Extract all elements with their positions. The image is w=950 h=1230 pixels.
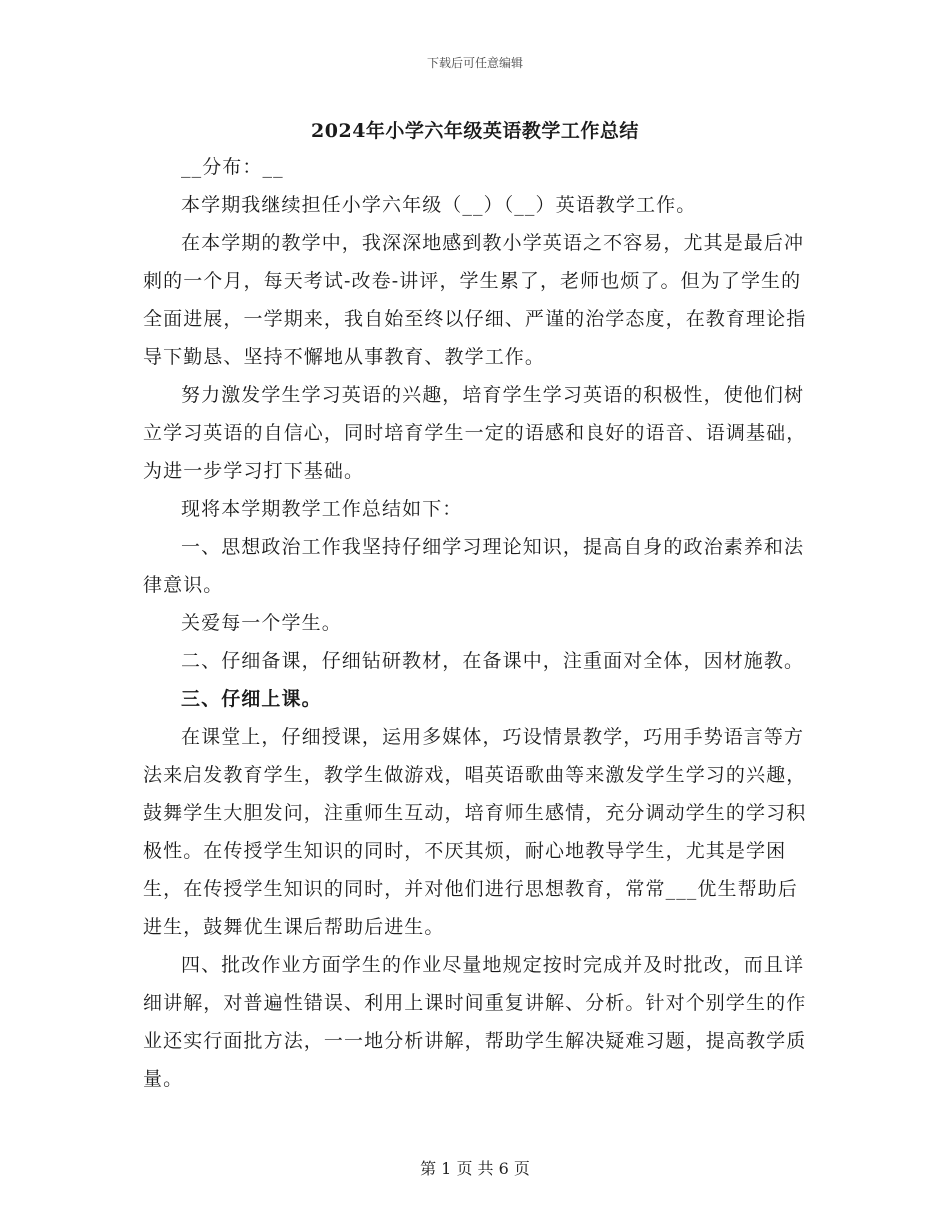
paragraph-section-2: 二、仔细备课，仔细钻研教材，在备课中，注重面对全体，因材施教。 (181, 650, 805, 672)
paragraph-summary-intro: 现将本学期教学工作总结如下： (181, 498, 463, 520)
paragraph-section-4: 四、批改作业方面学生的作业尽量地规定按时完成并及时批改，而且详细讲解，对普遍性错误、利用上课时间重复讲解、分析。针对个别学生的作业还实行面批方法，一一地分析讲解，帮助学生解决疑难习题，提高教学质量。 (143, 954, 807, 1090)
paragraph-section-1: 一、思想政治工作我坚持仔细学习理论知识，提高自身的政治素养和法律意识。 (143, 536, 805, 596)
paragraph-distribution: __分布：__ (181, 156, 284, 178)
paragraph-classroom: 在课堂上，仔细授课，运用多媒体，巧设情景教学，巧用手势语言等方法来启发教育学生，教学生做游戏，唱英语歌曲等来激发学生学习的兴趣，鼓舞学生大胆发问，注重师生互动，培育师生感情，充分调动学生的学习积极性。在传授学生知识的同时，不厌其烦，耐心地教导学生，尤其是学困生，在传授学生知识的同时，并对他们进行思想教育，常常___优生帮助后进生，鼓舞优生课后帮助后进生。 (143, 726, 807, 938)
section-heading-3: 三、仔细上课。 (181, 688, 322, 710)
header-note: 下载后可任意编辑 (426, 56, 523, 70)
page-number-footer: 第 1 页 共 6 页 (420, 1159, 530, 1178)
document-title: 2024年小学六年级英语教学工作总结 (311, 120, 639, 142)
paragraph-reflection: 在本学期的教学中，我深深地感到教小学英语之不容易，尤其是最后冲刺的一个月，每天考试-改卷-讲评，学生累了，老师也烦了。但为了学生的全面进展，一学期来，我自始至终以仔细、严谨的治学态度，在教育理论指导下勤恳、坚持不懈地从事教育、教学工作。 (143, 232, 807, 368)
paragraph-role: 本学期我继续担任小学六年级（__）（__）英语教学工作。 (181, 194, 697, 216)
paragraph-goals: 努力激发学生学习英语的兴趣，培育学生学习英语的积极性，使他们树立学习英语的自信心，同时培育学生一定的语感和良好的语音、语调基础，为进一步学习打下基础。 (143, 384, 807, 482)
paragraph-care: 关爱每一个学生。 (181, 612, 342, 634)
document-body (143, 148, 811, 1098)
